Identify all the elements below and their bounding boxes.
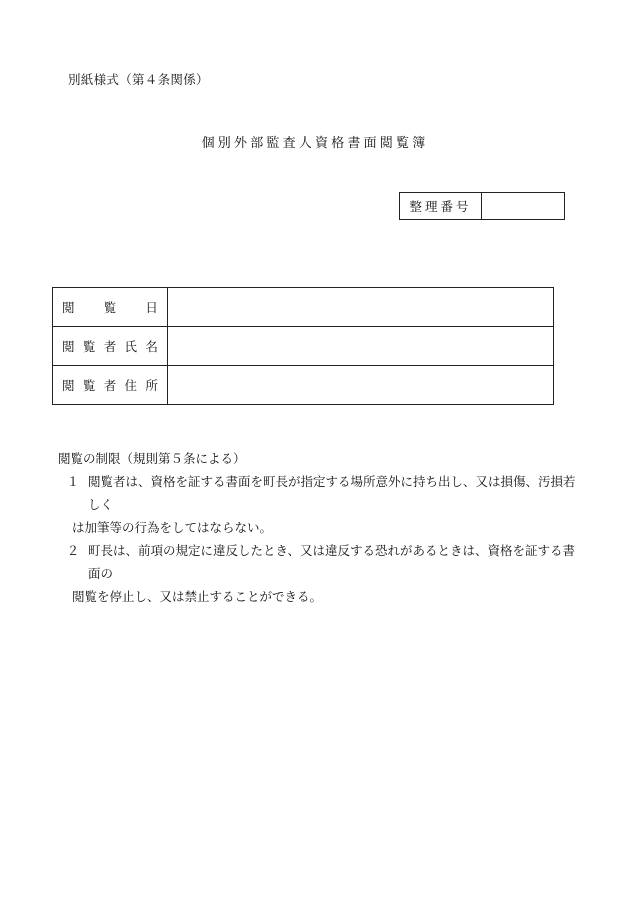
label-char: 覧 xyxy=(82,339,96,354)
viewing-record-table xyxy=(52,287,554,405)
label-char: 住 xyxy=(124,378,138,393)
restriction-item xyxy=(58,470,578,539)
table-row-name xyxy=(53,327,554,366)
viewing-restrictions xyxy=(58,447,578,608)
table-row-address xyxy=(53,366,554,405)
table-row-date xyxy=(53,288,554,327)
viewer-name-label xyxy=(53,327,168,366)
viewer-name-field[interactable] xyxy=(167,327,553,366)
restrictions-heading: 閲覧の制限（規則第５条による） xyxy=(58,451,246,466)
restriction-number: ２ xyxy=(66,543,80,558)
viewing-date-field[interactable] xyxy=(167,288,553,327)
label-char: 名 xyxy=(145,339,158,354)
reference-number-box xyxy=(399,192,565,220)
viewer-address-field[interactable] xyxy=(167,366,553,405)
label-char: 閲 xyxy=(62,300,75,315)
label-char: 閲 xyxy=(62,378,75,393)
viewer-address-label xyxy=(53,366,168,405)
ref-label-char: 理 xyxy=(424,199,441,214)
restriction-line: は加筆等の行為をしてはならない。 xyxy=(72,520,273,535)
label-char: 覧 xyxy=(103,300,117,315)
document-title: 個別外部監査人資格書面閲覧簿 xyxy=(201,136,429,151)
label-char: 氏 xyxy=(124,339,138,354)
form-label: 別紙様式（第４条関係） xyxy=(68,72,209,87)
label-char: 日 xyxy=(145,300,158,315)
label-char: 所 xyxy=(145,378,158,393)
viewing-date-label xyxy=(53,288,168,327)
restriction-number: １ xyxy=(66,474,80,489)
label-char: 者 xyxy=(103,378,117,393)
reference-number-label xyxy=(400,193,482,219)
reference-number-field[interactable] xyxy=(482,193,564,219)
label-char: 覧 xyxy=(82,378,96,393)
restriction-text xyxy=(72,539,578,608)
restriction-line: 閲覧者は、資格を証する書面を町長が指定する場所意外に持ち出し、又は損傷、汚損若しく xyxy=(88,474,576,512)
ref-label-char: 番 xyxy=(440,199,457,214)
restriction-text xyxy=(72,470,578,539)
restriction-line: 閲覧を停止し、又は禁止することができる。 xyxy=(72,589,323,604)
restriction-line: 町長は、前項の規定に違反したとき、又は違反する恐れがあるときは、資格を証する書面の xyxy=(88,543,576,581)
restriction-item xyxy=(58,539,578,608)
ref-label-char: 整 xyxy=(409,199,425,214)
label-char: 者 xyxy=(103,339,117,354)
ref-label-char: 号 xyxy=(456,199,472,214)
label-char: 閲 xyxy=(62,339,75,354)
